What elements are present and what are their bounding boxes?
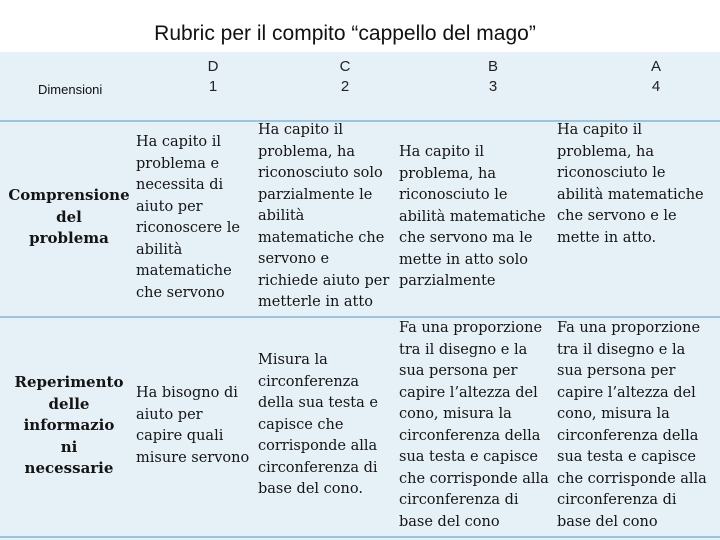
descriptor-cell: Misura la circonferenza della sua testa e capisce che corrisponde alla circonferenza di base del cono. bbox=[258, 352, 378, 497]
level-number: 3 bbox=[488, 78, 498, 95]
level-letter: B bbox=[487, 58, 498, 75]
level-header-d bbox=[193, 57, 233, 97]
dimension-column-header: Dimensioni bbox=[38, 82, 103, 97]
dimension-comprensione: Comprensione del problema bbox=[8, 186, 130, 247]
level-header-b bbox=[473, 57, 513, 97]
table-bottom-border bbox=[0, 536, 720, 538]
level-header-a bbox=[636, 57, 676, 97]
dimension-reperimento: Reperimento delle informazio ni necessarie bbox=[14, 373, 124, 477]
level-letter: A bbox=[650, 58, 661, 75]
descriptor-cell: Ha bisogno di aiuto per capire quali misure servono bbox=[136, 385, 250, 466]
level-number: 4 bbox=[651, 78, 661, 95]
descriptor-cell: Ha capito il problema e necessita di aiuto per riconoscere le abilità matematiche che servono bbox=[136, 134, 240, 301]
descriptor-cell: Fa una proporzione tra il disegno e la sua persona per capire l’altezza del cono, misura la circonferenza della sua testa e capisce che corrisponde alla circonferenza di base del cono bbox=[557, 320, 707, 530]
descriptor-cell: Ha capito il problema, ha riconosciuto le abilità matematiche che servono e le mette in atto. bbox=[557, 122, 704, 246]
level-number: 2 bbox=[340, 78, 350, 95]
level-header-c bbox=[325, 57, 365, 97]
descriptor-cell: Fa una proporzione tra il disegno e la sua persona per capire l’altezza del cono, misura la circonferenza della sua testa e capisce che corrisponde alla circonferenza di base del cono bbox=[399, 320, 549, 530]
level-letter: C bbox=[339, 58, 351, 75]
descriptor-cell: Ha capito il problema, ha riconosciuto solo parzialmente le abilità matematiche che servono e richiede aiuto per metterle in atto bbox=[258, 122, 390, 310]
descriptor-cell: Ha capito il problema, ha riconosciuto le abilità matematiche che servono ma le mette in atto solo parzialmente bbox=[399, 144, 546, 289]
page-title: Rubric per il compito “cappello del mago” bbox=[154, 22, 536, 45]
level-letter: D bbox=[207, 58, 219, 75]
level-number: 1 bbox=[208, 78, 218, 95]
